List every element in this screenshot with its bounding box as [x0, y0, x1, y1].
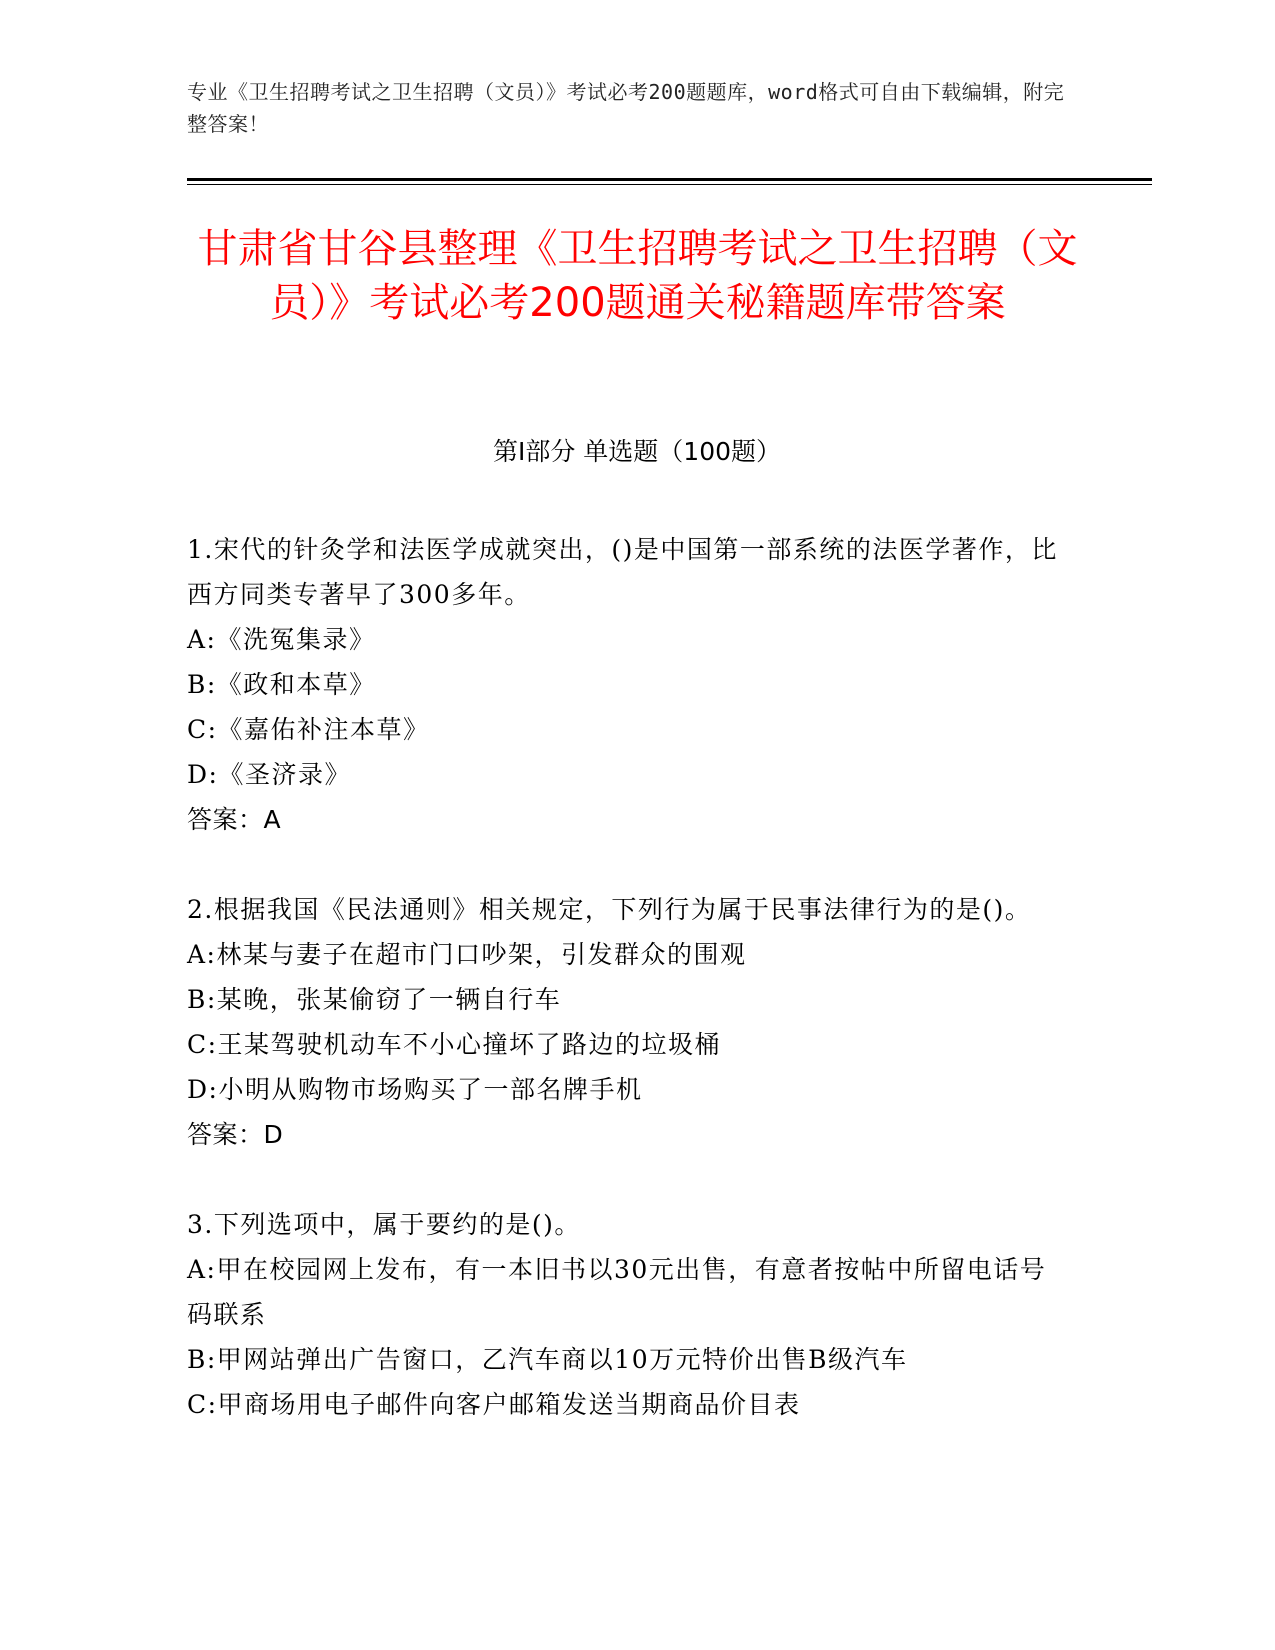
header-divider-thick [187, 178, 1152, 181]
header-note: 专业《卫生招聘考试之卫生招聘（文员）》考试必考200题题库，word格式可自由下载编辑，附完整答案！ [187, 80, 1065, 136]
option-b: B:《政和本草》 [187, 670, 376, 699]
option-d: D:《圣济录》 [187, 760, 351, 789]
section-heading: 第I部分 单选题（100题） [492, 437, 782, 466]
answer: 答案：D [187, 1120, 284, 1149]
header-divider-thin [187, 184, 1152, 185]
question-list [187, 527, 1067, 1472]
option-a: A:林某与妻子在超市门口吵架，引发群众的围观 [187, 940, 747, 969]
question-2 [187, 887, 1067, 1157]
question-1 [187, 527, 1067, 842]
answer: 答案：A [187, 805, 282, 834]
question-stem: 3.下列选项中，属于要约的是()。 [187, 1210, 581, 1239]
option-a: A:《洗冤集录》 [187, 625, 376, 654]
option-b: B:甲网站弹出广告窗口，乙汽车商以10万元特价出售B级汽车 [187, 1345, 908, 1374]
option-d: D:小明从购物市场购买了一部名牌手机 [187, 1075, 643, 1104]
option-c: C:甲商场用电子邮件向客户邮箱发送当期商品价目表 [187, 1390, 801, 1419]
document-title: 甘肃省甘谷县整理《卫生招聘考试之卫生招聘（文员）》考试必考200题通关秘籍题库带答案 [197, 226, 1078, 326]
option-a: A:甲在校园网上发布，有一本旧书以30元出售，有意者按帖中所留电话号码联系 [187, 1255, 1047, 1329]
question-stem: 1.宋代的针灸学和法医学成就突出，()是中国第一部系统的法医学著作，比西方同类专著早了300多年。 [187, 535, 1058, 609]
option-c: C:王某驾驶机动车不小心撞坏了路边的垃圾桶 [187, 1030, 722, 1059]
option-c: C:《嘉佑补注本草》 [187, 715, 430, 744]
question-3 [187, 1202, 1067, 1427]
option-b: B:某晚，张某偷窃了一辆自行车 [187, 985, 562, 1014]
question-stem: 2.根据我国《民法通则》相关规定，下列行为属于民事法律行为的是()。 [187, 895, 1032, 924]
